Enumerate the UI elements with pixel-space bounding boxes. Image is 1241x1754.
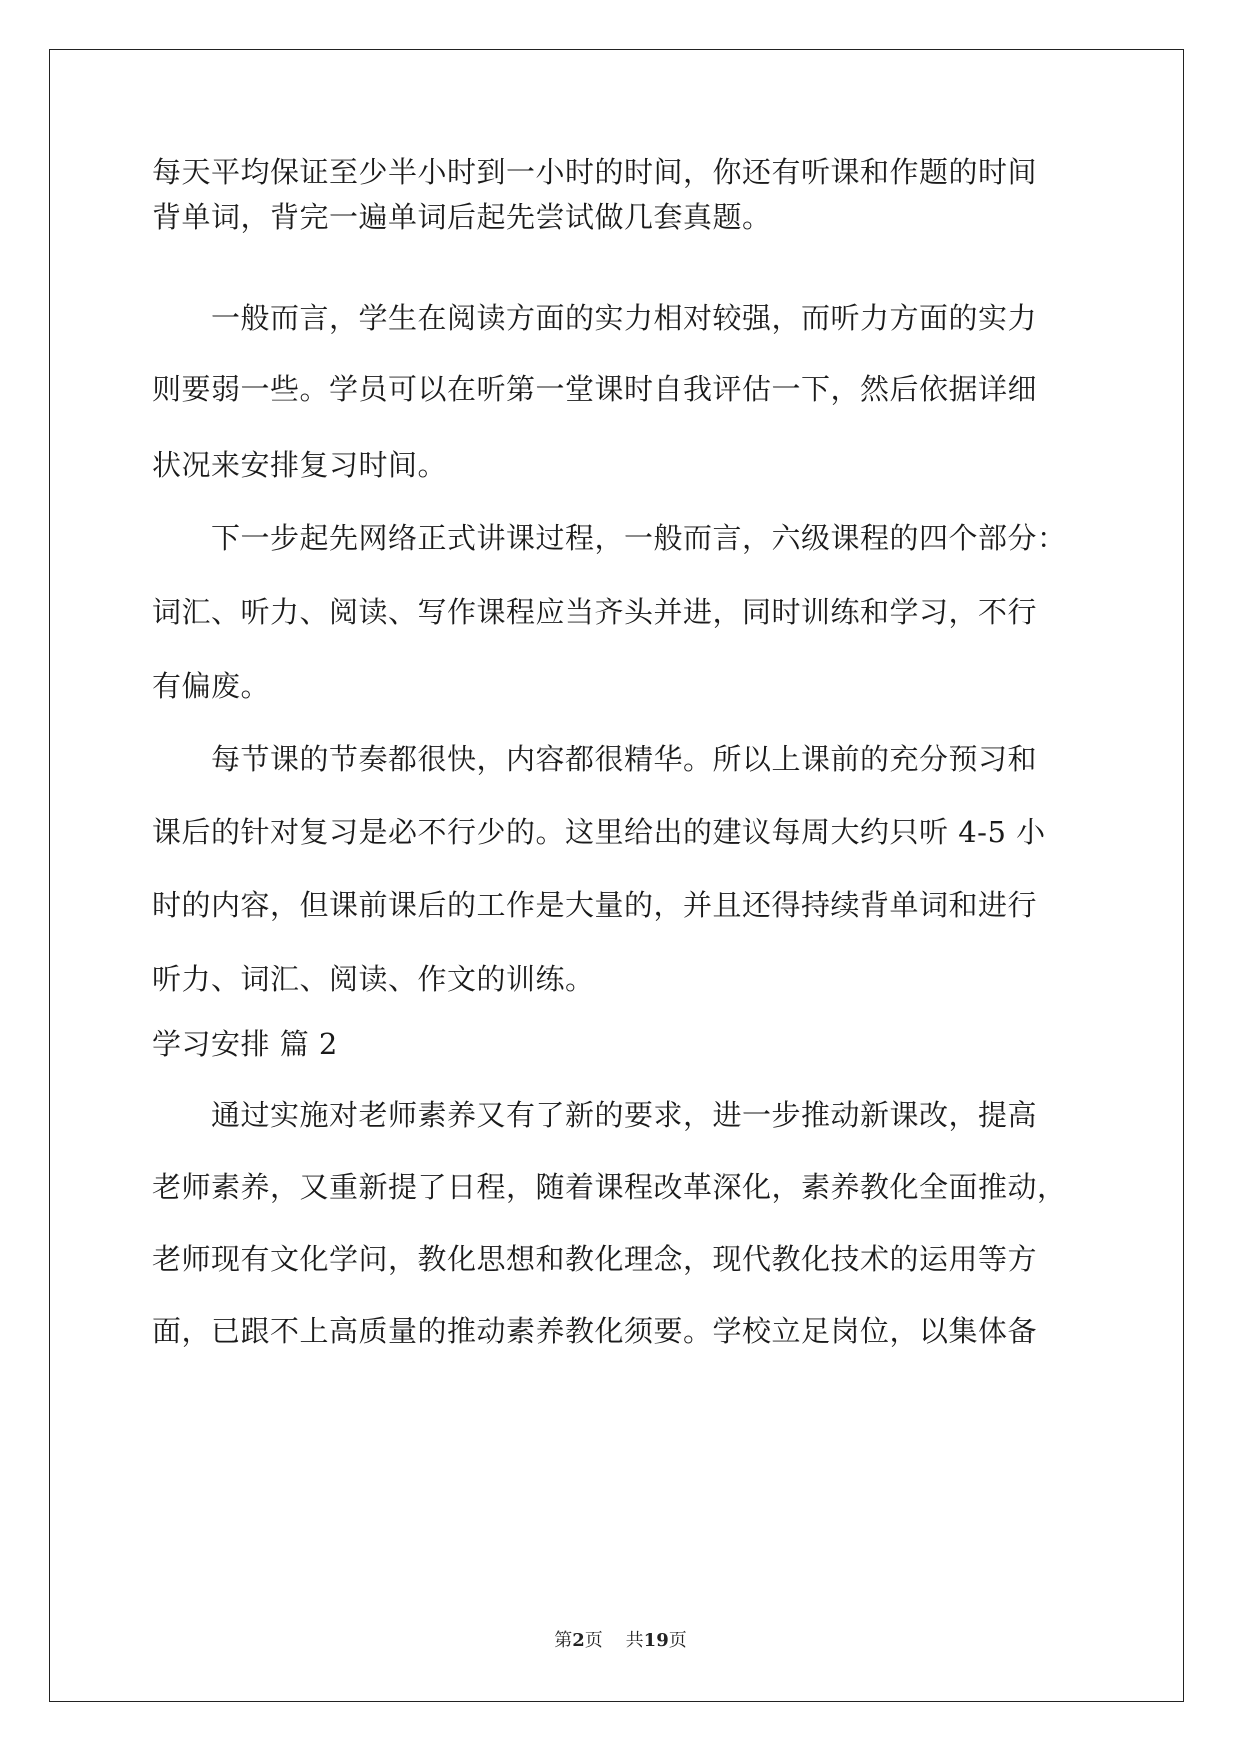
total-prefix: 共 xyxy=(625,1630,644,1651)
page-footer xyxy=(0,1626,1241,1652)
text-line: 背单词，背完一遍单词后起先尝试做几套真题。 xyxy=(152,200,772,234)
page-border xyxy=(49,49,1184,1702)
section-heading: 学习安排 篇 2 xyxy=(152,1027,338,1061)
total-pages-number: 19 xyxy=(643,1630,669,1651)
text-line: 一般而言，学生在阅读方面的实力相对较强，而听力方面的实力 xyxy=(152,301,1038,335)
text-line: 状况来安排复习时间。 xyxy=(152,448,448,482)
text-line: 听力、词汇、阅读、作文的训练。 xyxy=(152,962,595,996)
text-line: 每节课的节奏都很快，内容都很精华。所以上课前的充分预习和 xyxy=(152,742,1038,776)
total-suffix: 页 xyxy=(668,1630,687,1651)
text-line: 老师素养，又重新提了日程，随着课程改革深化，素养教化全面推动， xyxy=(152,1170,1067,1204)
text-line: 时的内容，但课前课后的工作是大量的，并且还得持续背单词和进行 xyxy=(152,888,1038,922)
text-line: 老师现有文化学问，教化思想和教化理念，现代教化技术的运用等方 xyxy=(152,1242,1038,1276)
text-line: 通过实施对老师素养又有了新的要求，进一步推动新课改，提高 xyxy=(152,1098,1038,1132)
text-line: 词汇、听力、阅读、写作课程应当齐头并进，同时训练和学习，不行 xyxy=(152,595,1038,629)
current-page-number: 2 xyxy=(572,1630,585,1651)
text-line: 课后的针对复习是必不行少的。这里给出的建议每周大约只听 4-5 小 xyxy=(152,815,1046,849)
text-line: 有偏废。 xyxy=(152,669,271,703)
text-line: 面，已跟不上高质量的推动素养教化须要。学校立足岗位，以集体备 xyxy=(152,1314,1038,1348)
page-suffix: 页 xyxy=(584,1630,603,1651)
text-line: 下一步起先网络正式讲课过程，一般而言，六级课程的四个部分： xyxy=(152,521,1067,555)
text-line: 每天平均保证至少半小时到一小时的时间，你还有听课和作题的时间 xyxy=(152,155,1038,189)
page-prefix: 第 xyxy=(554,1630,573,1651)
text-line: 则要弱一些。学员可以在听第一堂课时自我评估一下，然后依据详细 xyxy=(152,372,1038,406)
